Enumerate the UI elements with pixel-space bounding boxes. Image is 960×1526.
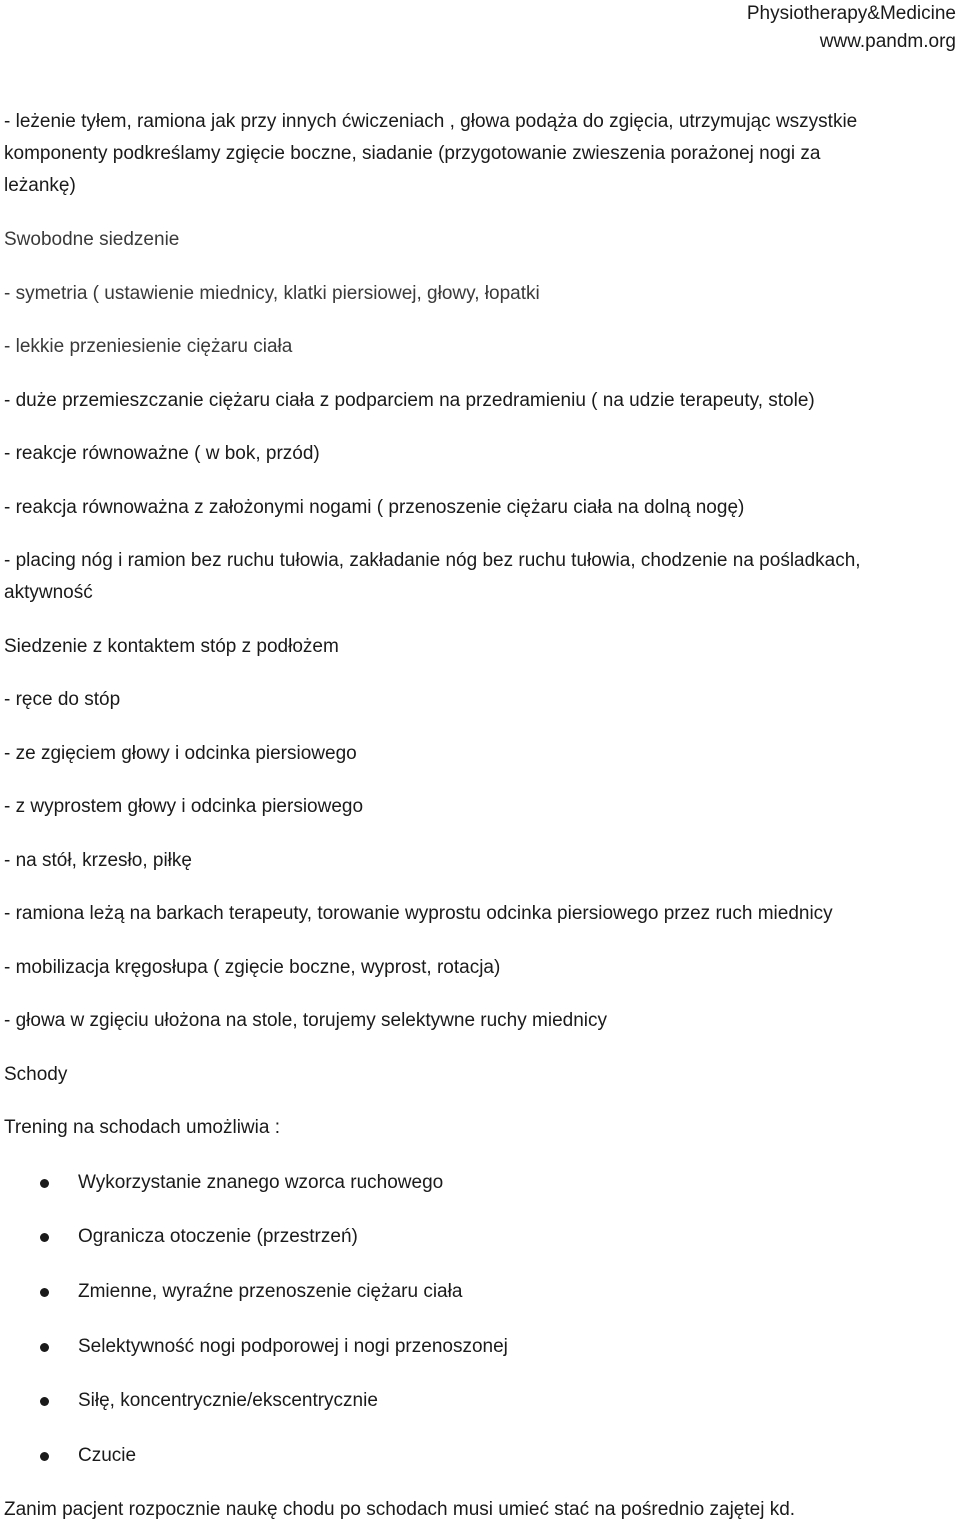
section-heading: Schody <box>4 1064 68 1085</box>
text-line: - leżenie tyłem, ramiona jak przy innych ćwiczeniach , głowa podąża do zgięcia, utrzymując wszystkie <box>4 111 858 132</box>
text-line: Trening na schodach umożliwia : <box>4 1117 280 1138</box>
text-line: - na stół, krzesło, piłkę <box>4 850 192 871</box>
header-title: Physiotherapy&Medicine <box>746 3 956 24</box>
text-line: - lekkie przeniesienie ciężaru ciała <box>4 336 293 357</box>
bullet-icon <box>40 1343 49 1352</box>
bullet-icon <box>40 1452 49 1461</box>
list-item-text: Ogranicza otoczenie (przestrzeń) <box>78 1226 358 1247</box>
text-line: - duże przemieszczanie ciężaru ciała z podparciem na przedramieniu ( na udzie terapeuty, stole) <box>4 390 815 411</box>
list-item-text: Siłę, koncentrycznie/ekscentrycznie <box>78 1390 378 1411</box>
text-line: - mobilizacja kręgosłupa ( zgięcie boczne, wyprost, rotacja) <box>4 957 501 978</box>
section-heading: Siedzenie z kontaktem stóp z podłożem <box>4 636 339 657</box>
list-item-text: Selektywność nogi podporowej i nogi przenoszonej <box>78 1336 508 1357</box>
list-item-text: Czucie <box>78 1445 137 1466</box>
bullet-icon <box>40 1233 49 1242</box>
text-line: - placing nóg i ramion bez ruchu tułowia, zakładanie nóg bez ruchu tułowia, chodzenie na pośladkach, <box>4 550 861 571</box>
closing-text: Zanim pacjent rozpocznie naukę chodu po schodach musi umieć stać na pośrednio zajętej kd. <box>4 1499 796 1520</box>
list-item-text: Wykorzystanie znanego wzorca ruchowego <box>78 1172 444 1193</box>
text-line: - ze zgięciem głowy i odcinka piersiowego <box>4 743 357 764</box>
text-line: - z wyprostem głowy i odcinka piersiowego <box>4 796 364 817</box>
text-line: leżankę) <box>4 175 76 196</box>
bullet-icon <box>40 1288 49 1297</box>
text-line: komponenty podkreślamy zgięcie boczne, siadanie (przygotowanie zwieszenia porażonej nogi za <box>4 143 821 164</box>
header-url: www.pandm.org <box>819 31 956 52</box>
bullet-icon <box>40 1397 49 1406</box>
text-line: - ramiona leżą na barkach terapeuty, torowanie wyprostu odcinka piersiowego przez ruch miednicy <box>4 903 833 924</box>
text-line: aktywność <box>4 582 93 603</box>
text-line: - symetria ( ustawienie miednicy, klatki piersiowej, głowy, łopatki <box>4 283 540 304</box>
text-line: - reakcja równoważna z założonymi nogami ( przenoszenie ciężaru ciała na dolną nogę) <box>4 497 745 518</box>
text-line: - ręce do stóp <box>4 689 121 710</box>
section-heading: Swobodne siedzenie <box>4 229 180 250</box>
text-line: - reakcje równoważne ( w bok, przód) <box>4 443 320 464</box>
bullet-icon <box>40 1179 49 1188</box>
page-header <box>747 0 956 56</box>
text-line: - głowa w zgięciu ułożona na stole, torujemy selektywne ruchy miednicy <box>4 1010 607 1031</box>
list-item-text: Zmienne, wyraźne przenoszenie ciężaru ciała <box>78 1281 463 1302</box>
